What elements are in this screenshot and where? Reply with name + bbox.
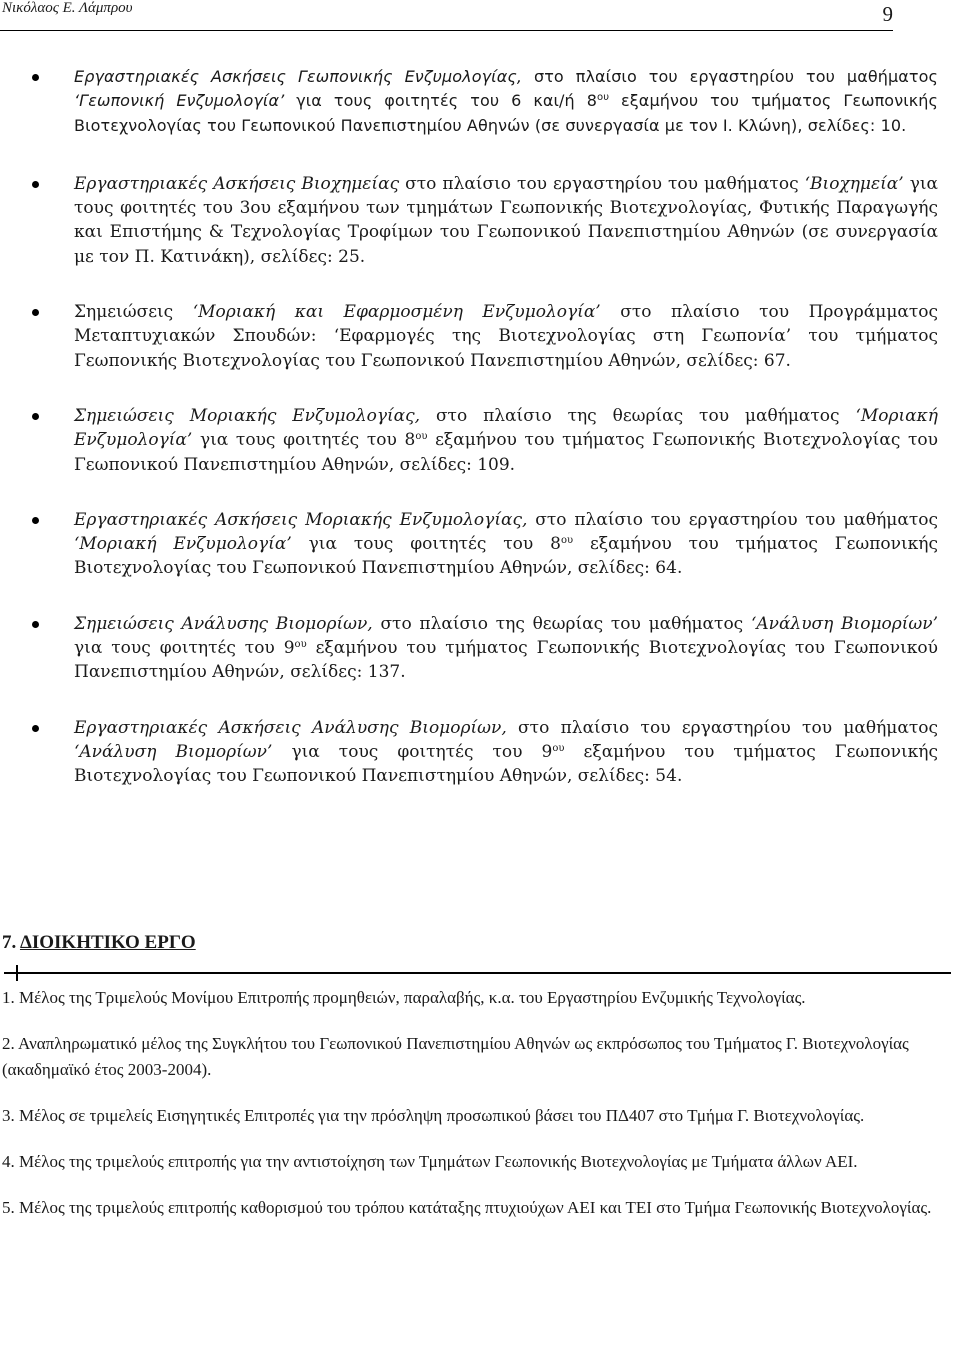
section-divider [4, 972, 951, 974]
author-name: Νικόλαος Ε. Λάμπρου [2, 0, 133, 16]
list-item: Σημειώσεις Ανάλυσης Βιομορίων, στο πλαίσιο της θεωρίας του μαθήματος ‘Ανάλυση Βιομορίων’ για τους φοιτητές του $9^{o\upsilon}$ εξαμήνου του τμήματος Γεωπονικής Βιοτεχνολογίας του Γεωπονικού Πανεπιστημίου Αθηνών, σελίδες: 137. [32, 612, 938, 685]
list-item: Εργαστηριακές Ασκήσεις Ανάλυσης Βιομορίων, στο πλαίσιο του εργαστηρίου του μαθήματος ‘Ανάλυση Βιομορίων’ για τους φοιτητές του $9^{o\upsilon}$ εξαμήνου του τμήματος Γεωπονικής Βιοτεχνολογίας του Γεωπονικού Πανεπιστημίου Αθηνών, σελίδες: 54. [32, 716, 938, 789]
bullet-icon [32, 725, 39, 732]
list-item: 1. Μέλος της Τριμελούς Μονίμου Επιτροπής προμηθειών, παραλαβής, κ.α. του Εργαστηρίου Ενζυμικής Τεχνολογίας. [2, 988, 806, 1007]
list-item: Σημειώσεις Μοριακής Ενζυμολογίας, στο πλαίσιο της θεωρίας του μαθήματος ‘Μοριακή Ενζυμολογία’ για τους φοιτητές του $8^{o\upsilon}$ εξαμήνου του τμήματος Γεωπονικής Βιοτεχνολογίας του Γεωπονικού Πανεπιστημίου Αθηνών, σελίδες: 109. [32, 404, 938, 477]
bullet-icon [32, 621, 39, 628]
list-item: Σημειώσεις ‘Μοριακή και Εφαρμοσμένη Ενζυμολογία’ στο πλαίσιο του Προγράμματος Μεταπτυχιακών Σπουδών: ‘Εφαρμογές της Βιοτεχνολογίας στη Γεωπονία’ του τμήματος Γεωπονικής Βιοτεχνολογίας του Γεωπονικού Πανεπιστημίου Αθηνών, σελίδες: 67. [32, 300, 938, 373]
bullet-icon [32, 74, 39, 81]
page-header [0, 0, 893, 31]
bullet-icon [32, 181, 39, 188]
list-item: Εργαστηριακές Ασκήσεις Γεωπονικής Ενζυμολογίας, στο πλαίσιο του εργαστηρίου του μαθήματος ‘Γεωπονική Ενζυμολογία’ για τους φοιτητές του 6 και/ή $8^{o\upsilon}$ εξαμήνου του τμήματος Γεωπονικής Βιοτεχνολογίας του Γεωπονικού Πανεπιστημίου Αθηνών (σε συνεργασία με τον Ι. Κλώνη), σελίδες: 10. [32, 65, 938, 138]
administrative-duties-list [2, 985, 942, 1241]
list-item: 4. Μέλος της τριμελούς επιτροπής για την αντιστοίχηση των Τμημάτων Γεωπονικής Βιοτεχνολογίας με Τμήματα άλλων ΑΕΙ. [2, 1152, 858, 1171]
publications-list [32, 65, 938, 820]
list-item: 2. Αναπληρωματικό μέλος της Συγκλήτου του Γεωπονικού Πανεπιστημίου Αθηνών ως εκπρόσωπος του Τμήματος Γ. Βιοτεχνολογίας (ακαδημαϊκό έτος 2003-2004). [2, 1034, 909, 1079]
page-number: 9 [882, 2, 893, 26]
list-item: Εργαστηριακές Ασκήσεις Μοριακής Ενζυμολογίας, στο πλαίσιο του εργαστηρίου του μαθήματος ‘Μοριακή Ενζυμολογία’ για τους φοιτητές του $8^{o\upsilon}$ εξαμήνου του τμήματος Γεωπονικής Βιοτεχνολογίας του Γεωπονικού Πανεπιστημίου Αθηνών, σελίδες: 64. [32, 508, 938, 581]
section-heading [2, 932, 196, 954]
bullet-icon [32, 309, 39, 316]
bullet-icon [32, 517, 39, 524]
list-item: 3. Μέλος σε τριμελείς Εισηγητικές Επιτροπές για την πρόσληψη προσωπικού βάσει του ΠΔ407 στο Τμήμα Γ. Βιοτεχνολογίας. [2, 1106, 865, 1125]
section-title: ΔΙΟΙΚΗΤΙΚΟ ΕΡΓΟ [19, 932, 196, 953]
section-number: 7. [2, 932, 20, 953]
list-item: Εργαστηριακές Ασκήσεις Βιοχημείας στο πλαίσιο του εργαστηρίου του μαθήματος ‘Βιοχημεία’ για τους φοιτητές του 3ου εξαμήνου των τμημάτων Γεωπονικής Βιοτεχνολογίας, Φυτικής Παραγωγής και Επιστήμης & Τεχνολογίας Τροφίμων του Γεωπονικού Πανεπιστημίου Αθηνών (σε συνεργασία με τον Π. Κατινάκη), σελίδες: 25. [32, 172, 938, 269]
list-item: 5. Μέλος της τριμελούς επιτροπής καθορισμού του τρόπου κατάταξης πτυχιούχων ΑΕΙ και ΤΕΙ στο Τμήμα Γεωπονικής Βιοτεχνολογίας. [2, 1198, 932, 1217]
bullet-icon [32, 413, 39, 420]
